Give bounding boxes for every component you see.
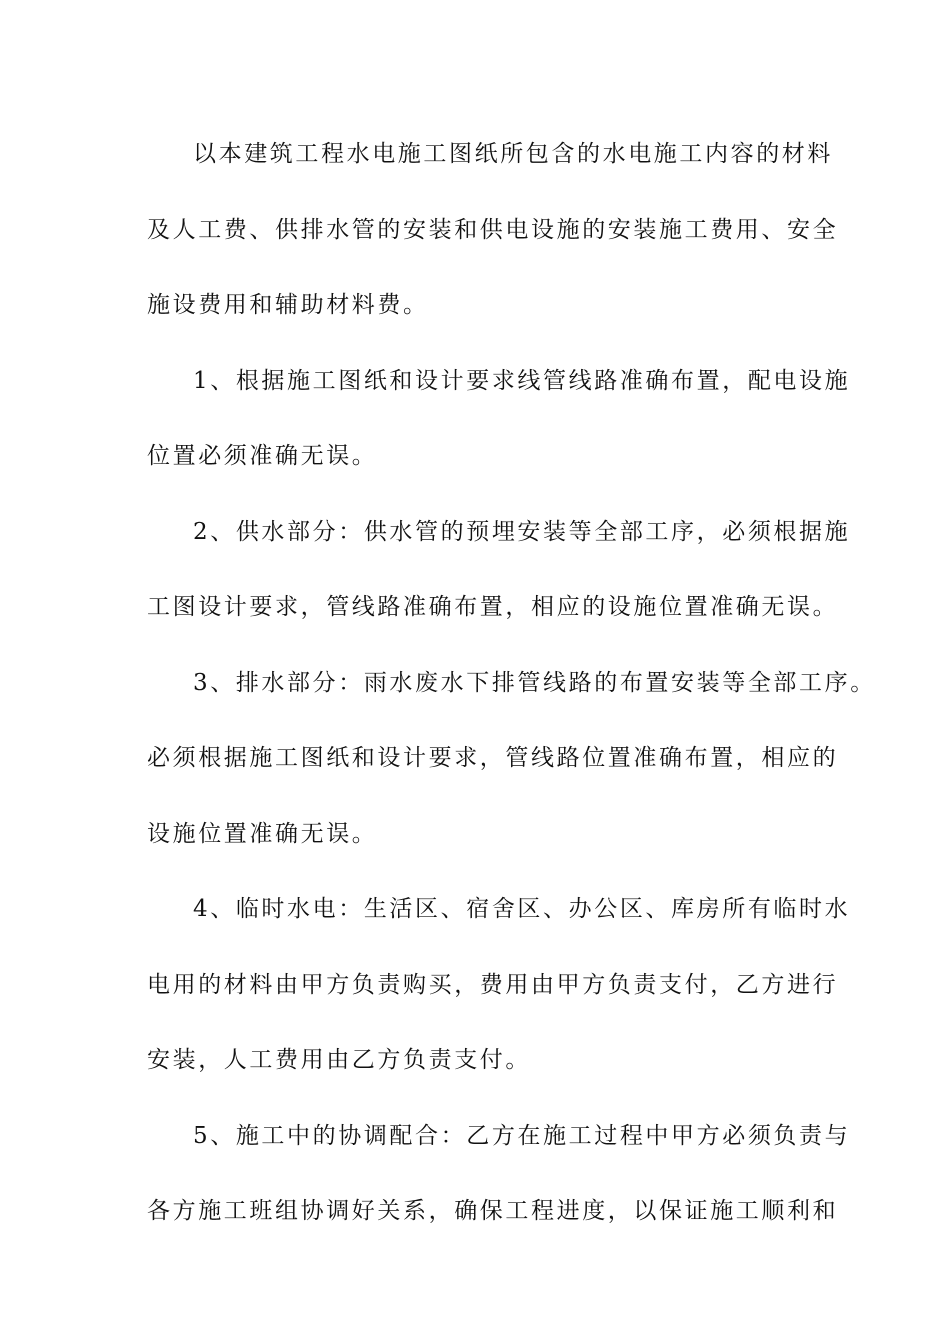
paragraph-item-2 xyxy=(147,507,851,658)
text-line: 各方施工班组协调好关系，确保工程进度，以保证施工顺利和 xyxy=(147,1198,839,1224)
text-line: 及人工费、供排水管的安装和供电设施的安装施工费用、安全 xyxy=(147,216,839,243)
text-line: 必须根据施工图纸和设计要求，管线路位置准确布置，相应的 xyxy=(147,745,839,771)
text-line: 电用的材料由甲方负责购买，费用由甲方负责支付，乙方进行 xyxy=(147,971,839,998)
text-line: 工图设计要求，管线路准确布置，相应的设施位置准确无误。 xyxy=(147,594,839,620)
paragraph-item-3 xyxy=(147,658,876,885)
document-body xyxy=(147,129,876,1262)
text-line: 以本建筑工程水电施工图纸所包含的水电施工内容的材料 xyxy=(193,141,833,167)
text-line: 4、临时水电：生活区、宿舍区、办公区、库房所有临时水 xyxy=(193,896,851,922)
text-line: 5、施工中的协调配合：乙方在施工过程中甲方必须负责与 xyxy=(193,1122,851,1149)
text-line: 安装，人工费用由乙方负责支付。 xyxy=(147,1047,531,1073)
text-line: 1、根据施工图纸和设计要求线管线路准确布置，配电设施 xyxy=(193,367,851,394)
text-line: 施设费用和辅助材料费。 xyxy=(147,292,429,318)
text-line: 位置必须准确无误。 xyxy=(147,443,378,469)
paragraph-item-5 xyxy=(147,1111,851,1262)
paragraph-scope xyxy=(147,129,839,356)
text-line: 2、供水部分：供水管的预埋安装等全部工序，必须根据施 xyxy=(193,518,851,545)
paragraph-item-1 xyxy=(147,356,851,507)
paragraph-item-4 xyxy=(147,884,851,1111)
text-line: 3、排水部分：雨水废水下排管线路的布置安装等全部工序。 xyxy=(193,669,876,696)
text-line: 设施位置准确无误。 xyxy=(147,820,378,847)
